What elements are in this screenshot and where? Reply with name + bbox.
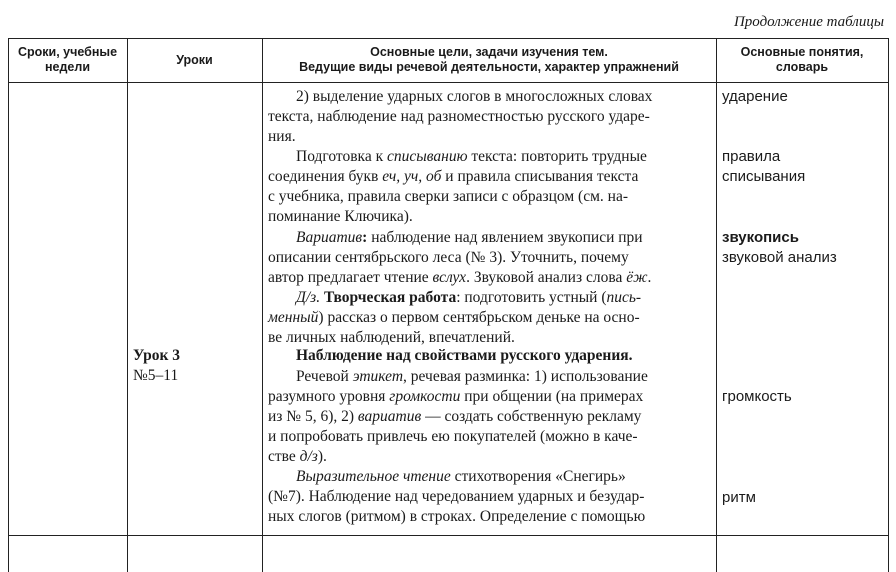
col-border-right [888, 38, 889, 572]
text-line: ве личных наблюдений, впечатлений. [268, 329, 515, 346]
text-line: Выразительное чтение стихотворения «Снегирь» [296, 468, 626, 485]
dictionary-term: громкость [722, 388, 792, 405]
text-line: менный) рассказ о первом сентябрьском деньке на осно- [268, 309, 640, 326]
header-lessons: Уроки [176, 52, 213, 67]
lesson-numbers: №5–11 [133, 367, 179, 384]
text-line: Вариатив: наблюдение над явлением звукописи при [296, 229, 643, 246]
text-line: Подготовка к списыванию текста: повторить трудные [296, 148, 647, 165]
text-line: и попробовать привлечь ею покупателей (можно в каче- [268, 428, 638, 445]
text-line: ных слогов (ритмом) в строках. Определение с помощью [268, 508, 646, 525]
text-line: Речевой этикет, речевая разминка: 1) использование [296, 368, 648, 385]
col-border-1 [127, 38, 128, 572]
dictionary-term: звуковой анализ [722, 249, 837, 266]
header-goals: Основные цели, задачи изучения тем. Ведущие виды речевой деятельности, характер упражнений [299, 45, 679, 74]
text-line: из № 5, 6), 2) вариатив — создать собственную рекламу [268, 408, 642, 425]
text-line: поминание Ключика). [268, 208, 413, 225]
col-border-left [8, 38, 9, 572]
dictionary-term: правила [722, 148, 781, 165]
text-line: соединения букв еч, уч, об и правила списывания текста [268, 168, 639, 185]
dictionary-term: ударение [722, 88, 788, 105]
text-line: Д/з. Творческая работа: подготовить устный (пись- [296, 289, 642, 306]
table-caption: Продолжение таблицы [733, 14, 884, 30]
text-line: стве д/з). [268, 448, 327, 465]
text-line: (№7). Наблюдение над чередованием ударных и безудар- [268, 488, 645, 505]
lesson-title: Урок 3 [133, 347, 181, 364]
text-line: ния. [268, 128, 296, 145]
text-line: с учебника, правила сверки записи с образцом (см. на- [268, 188, 628, 205]
header-weeks: Сроки, учебные недели [17, 45, 118, 74]
text-line: описании сентябрьского леса (№ 3). Уточнить, почему [268, 249, 629, 266]
header-bottom-border [8, 82, 888, 83]
dictionary-term: ритм [722, 489, 756, 506]
header-concepts: Основные понятия, словарь [740, 45, 864, 74]
text-line: 2) выделение ударных слогов в многосложных словах [296, 88, 653, 105]
dictionary-term: списывания [722, 168, 806, 185]
text-line: автор предлагает чтение вслух. Звуковой анализ слова ёж. [268, 269, 652, 286]
section-heading: Наблюдение над свойствами русского ударения. [296, 347, 633, 364]
text-line: текста, наблюдение над разноместностью русского ударе- [268, 108, 650, 125]
col-border-2 [262, 38, 263, 572]
dictionary-term: звукопись [722, 229, 799, 246]
text-line: разумного уровня громкости при общении (на примерах [268, 388, 644, 405]
col-border-3 [716, 38, 717, 572]
table-divider [8, 535, 888, 536]
